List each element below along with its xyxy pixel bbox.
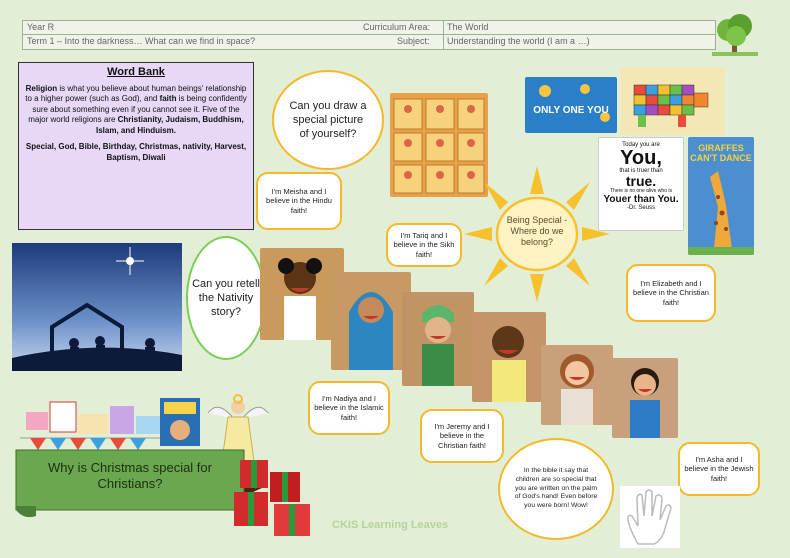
word-bank-title: Word Bank <box>107 66 165 78</box>
seuss-author: -Dr. Seuss <box>626 205 655 211</box>
elizabeth-bubble <box>626 264 716 322</box>
seuss-true: true. <box>625 173 657 189</box>
asha-text: I'm Asha and I believe in the Jewish faith! <box>684 454 754 483</box>
christmas-treats-illustration <box>20 392 170 452</box>
nadiya-bubble <box>308 381 390 435</box>
tree-icon <box>712 12 758 56</box>
year-label: Year R <box>27 22 55 32</box>
tariq-bubble <box>386 223 462 267</box>
sun-title: Being Special - Where do we belong? <box>506 215 568 247</box>
nativity-picture <box>12 243 182 371</box>
bible-quote-text: In the bible it say that children are so special that you are written on the palm of God's hand! Even before you were born! Wow! <box>514 467 598 510</box>
tariq-text: I'm Tariq and I believe in the Sikh faith! <box>393 230 455 259</box>
asha-bubble <box>678 442 760 496</box>
jeremy-bubble <box>420 409 504 463</box>
bible-quote-bubble <box>498 438 614 540</box>
term-faith: faith <box>159 94 177 103</box>
meisha-text: I'm Meisha and I believe in the Hindu faith! <box>266 186 332 215</box>
footer-watermark: CKIS Learning Leaves <box>332 519 449 531</box>
subject-label: Subject: <box>397 36 430 46</box>
presents-illustration <box>224 452 320 544</box>
puppet-elizabeth-photo <box>541 345 613 425</box>
giraffes-cant-dance-book <box>688 137 754 255</box>
subject-value: Understanding the world (I am a …) <box>447 36 590 46</box>
draw-question-text: Can you draw a special picture of yourself? <box>289 100 367 140</box>
word-bank <box>18 62 254 230</box>
puppet-jeremy-photo <box>472 312 546 402</box>
book-title-only-one-you: ONLY ONE YOU <box>533 105 609 116</box>
jeremy-text: I'm Jeremy and I believe in the Christian faith! <box>434 421 490 450</box>
childrens-bible-book <box>160 398 202 448</box>
term-label: Term 1 – Into the darkness… What can we find in space? <box>27 36 256 46</box>
meisha-bubble <box>256 172 342 230</box>
seuss-youer: Youer than You. <box>603 194 679 205</box>
book-title-giraffes: GIRAFFES CAN'T DANCE <box>690 143 752 163</box>
puppet-tariq-photo <box>402 292 474 386</box>
term-religion: Religion <box>25 83 58 93</box>
only-one-you-book <box>525 77 617 133</box>
elizabeth-text: I'm Elizabeth and I believe in the Christian faith! <box>633 278 709 307</box>
nativity-question-text: Can you retell the Nativity story? <box>192 278 260 318</box>
curriculum-value: The World <box>447 22 489 32</box>
hand-icon <box>620 486 680 548</box>
seuss-line-3: There is no one alive who is <box>610 188 672 194</box>
definition-text-2: is being confidently sure about something even if you cannot see it. Five of the major world religions are <box>28 94 247 124</box>
elmer-book <box>620 67 725 135</box>
seuss-line-1: Today you are <box>622 142 660 148</box>
puppet-asha-photo <box>612 358 678 438</box>
curriculum-label: Curriculum Area: <box>363 22 431 32</box>
banner-question: Why is Christmas special for Christians? <box>48 460 212 491</box>
seuss-you: You, <box>620 147 662 169</box>
nativity-question-bubble <box>186 236 266 360</box>
header-table <box>22 20 716 50</box>
religions-list: Christianity, Judaism, Buddhism, Islam, and Hinduism. <box>95 115 244 135</box>
definition-text: is what you believe about human beings' relationship to a higher power (such as God), and <box>25 83 247 103</box>
seuss-line-2: that is truer than <box>619 168 663 174</box>
draw-question-bubble <box>272 70 384 170</box>
nadiya-text: I'm Nadiya and I believe in the Islamic faith! <box>314 393 384 422</box>
keywords: Special, God, Bible, Birthday, Christmas, nativity, Harvest, Baptism, Diwali <box>25 142 247 162</box>
puppet-nadiya-photo <box>331 272 411 370</box>
